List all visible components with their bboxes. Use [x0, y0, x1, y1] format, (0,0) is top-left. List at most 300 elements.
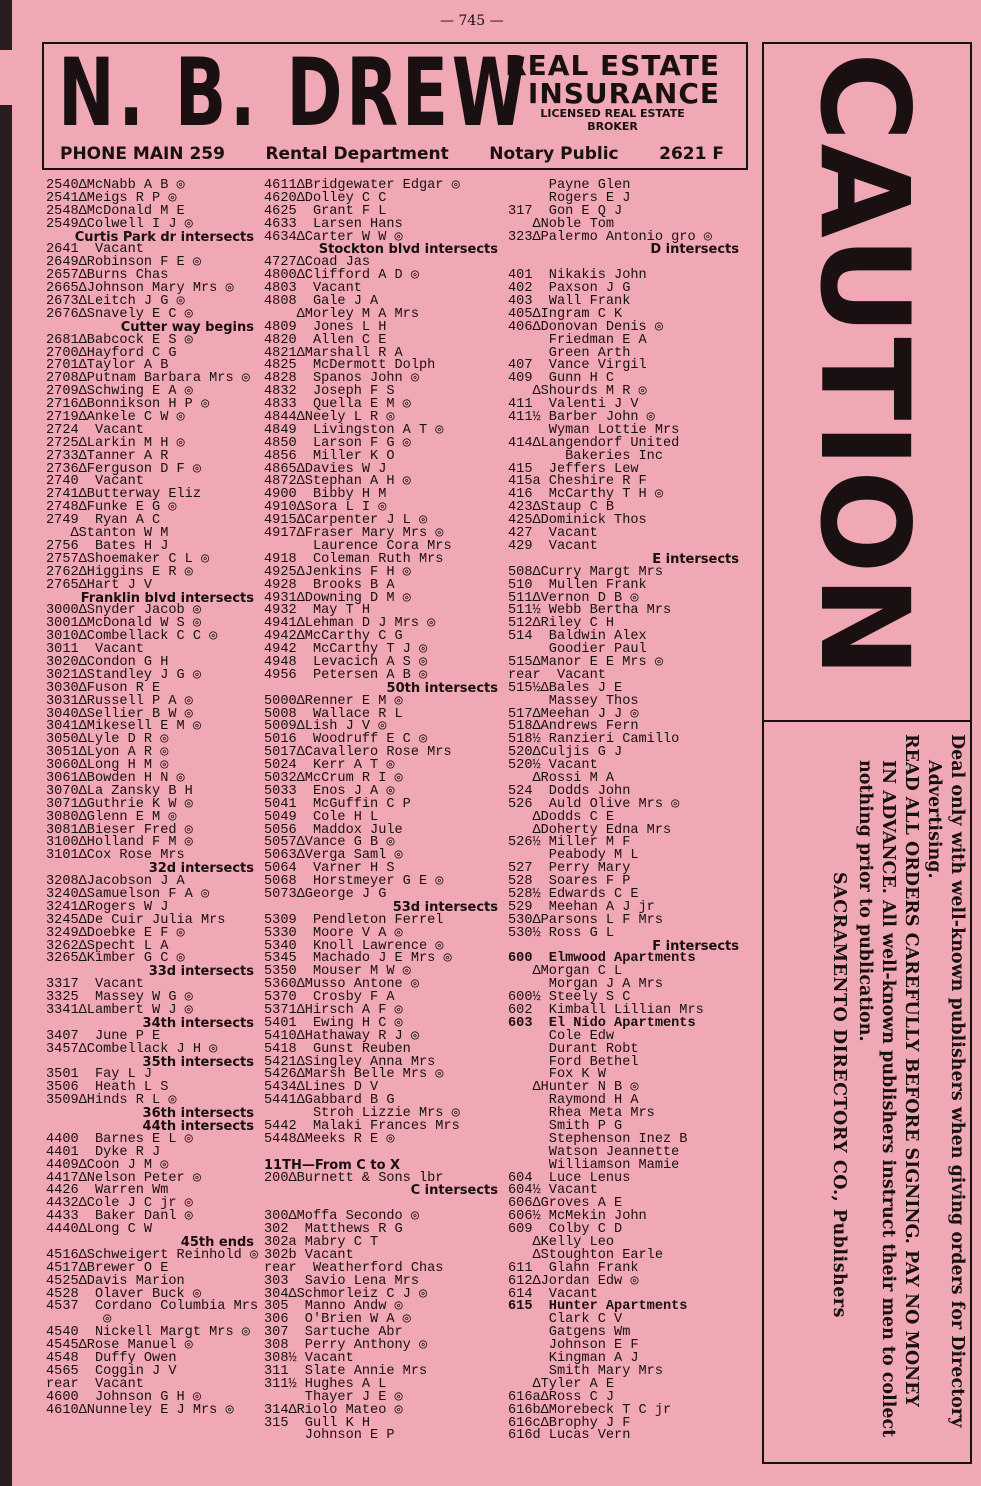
directory-entry: 5421ΔSingley Anna Mrs: [264, 1054, 436, 1070]
directory-entry: Fox K W: [508, 1067, 606, 1083]
directory-entry: 401 Nikakis John: [508, 268, 647, 284]
directory-entry: 602 Kimball Lillian Mrs: [508, 1003, 704, 1018]
directory-entry: 510 Mullen Frank: [508, 577, 647, 593]
directory-entry: Peabody M L: [508, 848, 639, 864]
directory-entry: 614 Vacant: [508, 1286, 598, 1302]
directory-entry: 4625 Grant F L: [264, 203, 387, 219]
directory-entry: 520ΔCuljis G J: [508, 745, 623, 761]
directory-entry: 616d Lucas Vern: [508, 1428, 631, 1444]
directory-entry: 3249ΔDoebke E F ◎: [46, 925, 185, 941]
directory-entry: ΔStanton W M: [46, 526, 169, 542]
directory-entry: 300ΔMoffa Secondo ◎: [264, 1209, 420, 1225]
directory-entry: 4545ΔRose Manuel ◎: [46, 1338, 193, 1354]
directory-entry: 4941ΔLehman D J Mrs ◎: [264, 616, 436, 632]
directory-entry: 4828 Spanos John ◎: [264, 371, 420, 387]
directory-entry: 402 Paxson J G: [508, 281, 631, 297]
directory-column-2: [264, 180, 498, 1443]
directory-entry: 2708ΔPutnam Barbara Mrs ◎: [46, 371, 250, 387]
directory-entry: 3509ΔHinds R L ◎: [46, 1093, 177, 1109]
directory-entry: 508ΔCurry Margt Mrs: [508, 564, 663, 580]
directory-entry: 3070ΔLa Zansky B H: [46, 783, 193, 799]
directory-entry: 512ΔRiley C H: [508, 616, 615, 632]
directory-entry: 4548 Duffy Owen: [46, 1351, 177, 1367]
directory-entry: 2749 Ryan A C: [46, 513, 161, 529]
directory-entry: 406ΔDonovan Denis ◎: [508, 319, 664, 335]
directory-entry: 530½ Ross G L: [508, 925, 615, 941]
street-intersection-heading: 50th intersects: [386, 680, 498, 696]
directory-entry: 3101ΔCox Rose Mrs: [46, 848, 185, 864]
directory-entry: 526 Auld Olive Mrs ◎: [508, 796, 680, 812]
street-intersection-heading: 34th intersects: [142, 1015, 254, 1031]
service-insurance: INSURANCE: [527, 77, 720, 110]
binding-spine: [0, 0, 12, 1486]
street-intersection-heading: Franklin blvd intersects: [80, 590, 254, 606]
directory-entry: 5442 Malaki Frances Mrs: [264, 1119, 460, 1135]
street-intersection-heading: 44th intersects: [142, 1119, 254, 1135]
directory-entry: 2540ΔMcNabb A B ◎: [46, 178, 185, 193]
directory-entry: ΔMorgan C L: [508, 964, 623, 980]
address-text: 2621 F: [659, 144, 724, 164]
directory-entry: 4915ΔCarpenter J L ◎: [264, 513, 428, 529]
directory-entry: 2673ΔLeitch J G ◎: [46, 294, 185, 310]
caution-line: Advertising.: [924, 760, 944, 879]
directory-entry: 323ΔPalermo Antonio gro ◎: [508, 229, 712, 245]
directory-entry: 407 Vance Virgil: [508, 358, 647, 374]
directory-entry: 604 Luce Lenus: [508, 1170, 631, 1186]
directory-entry: 302b Vacant: [264, 1247, 354, 1263]
directory-entry: 414ΔLangendorf United: [508, 435, 680, 451]
directory-entry: 429 Vacant: [508, 538, 598, 554]
directory-entry: 304ΔSchmorleiz C J ◎: [264, 1286, 428, 1302]
caution-line: READ ALL ORDERS CAREFULLY BEFORE SIGNING. PAY NO MONEY: [901, 734, 921, 1407]
license-broker: BROKER: [587, 119, 638, 133]
directory-entry: 3317 Vacant: [46, 977, 144, 993]
directory-entry: 2725ΔLarkin M H ◎: [46, 435, 185, 451]
directory-entry: 3031ΔRussell P A ◎: [46, 693, 193, 709]
directory-entry: 518½ Ranzieri Camillo: [508, 732, 680, 748]
street-intersection-heading: 35th intersects: [142, 1054, 254, 1070]
caution-line: IN ADVANCE. All well-known publishers instruct their men to collect: [878, 760, 898, 1438]
directory-entry: 4833 Quella E M ◎: [264, 397, 411, 413]
phone-text: PHONE MAIN 259: [60, 144, 225, 164]
directory-entry: 5360ΔMusso Antone ◎: [264, 977, 420, 993]
directory-entry: 526½ Miller M F: [508, 835, 631, 851]
directory-entry: 2657ΔBurns Chas: [46, 268, 169, 284]
directory-entry: 200ΔBurnett & Sons lbr: [264, 1170, 444, 1186]
directory-entry: 416 McCarthy T H ◎: [508, 487, 664, 503]
caution-line: nothing prior to publication.: [855, 760, 875, 1042]
directory-entry: 528½ Edwards C E: [508, 886, 639, 902]
directory-entry: 306 O'Brien W A ◎: [264, 1312, 411, 1328]
street-intersection-heading: 45th ends: [180, 1235, 254, 1251]
directory-entry: 415 Jeffers Lew: [508, 461, 639, 477]
directory-entry: 411 Valenti J V: [508, 397, 639, 413]
directory-entry: ΔDodds C E: [508, 809, 615, 825]
directory-entry: 604½ Vacant: [508, 1183, 598, 1199]
directory-entry: Bakeries Inc: [508, 448, 663, 464]
directory-entry: 3080ΔGlenn E M ◎: [46, 809, 177, 825]
directory-entry: 3325 Massey W G ◎: [46, 990, 193, 1006]
directory-entry: rear Weatherford Chas: [264, 1260, 444, 1276]
directory-entry: 2741ΔButterway Eliz: [46, 487, 201, 503]
directory-entry: 530ΔParsons L F Mrs: [508, 912, 663, 928]
directory-entry: 517ΔMeehan J J ◎: [508, 706, 639, 722]
directory-entry: 3060ΔLong H M ◎: [46, 758, 169, 774]
directory-entry: Williamson Mamie: [508, 1157, 680, 1173]
directory-entry: Thayer J E ◎: [264, 1389, 403, 1405]
directory-entry: 2736ΔFerguson D F ◎: [46, 461, 202, 477]
caution-publisher: SACRAMENTO DIRECTORY CO., Publishers: [829, 872, 849, 1318]
directory-entry: 3020ΔCondon G H: [46, 654, 169, 670]
directory-entry: 4440ΔLong C W: [46, 1222, 153, 1238]
directory-entry: ΔStoughton Earle: [508, 1247, 663, 1263]
directory-entry: 4600 Johnson G H ◎: [46, 1389, 202, 1405]
directory-entry: rear Vacant: [508, 667, 606, 683]
directory-entry: 5418 Gunst Reuben: [264, 1041, 411, 1057]
edge-mark: o: [2, 372, 9, 383]
directory-entry: rear Vacant: [46, 1376, 144, 1392]
directory-entry: Cole Edw: [508, 1028, 615, 1044]
advertiser-name: N. B. DREW: [58, 39, 530, 148]
directory-entry: 600½ Steely S C: [508, 990, 631, 1006]
directory-entry: 4409ΔCoon J M ◎: [46, 1157, 169, 1173]
directory-entry: 5410ΔHathaway R J ◎: [264, 1028, 420, 1044]
directory-entry: 2541ΔMeigs R P ◎: [46, 190, 177, 206]
directory-entry: 600 Elmwood Apartments: [508, 951, 696, 967]
binding-gap: [0, 50, 18, 105]
directory-entry: 2733ΔTanner A R: [46, 448, 169, 464]
directory-entry: 527 Perry Mary: [508, 861, 631, 877]
directory-entry: 2748ΔFunke E G ◎: [46, 500, 177, 516]
directory-entry: 3100ΔHolland F M ◎: [46, 835, 193, 851]
directory-entry: 4820 Allen C E: [264, 332, 387, 348]
street-intersection-heading: Curtis Park dr intersects: [74, 229, 254, 245]
directory-entry: 317 Gon E Q J: [508, 203, 623, 219]
directory-entry: 2762ΔHiggins E R ◎: [46, 564, 193, 580]
directory-entry: ΔRossi M A: [508, 770, 615, 786]
directory-entry: 403 Wall Frank: [508, 294, 631, 310]
service-real-estate: REAL ESTATE: [505, 49, 720, 82]
directory-entry: 308 Perry Anthony ◎: [264, 1338, 428, 1354]
directory-entry: ΔDoherty Edna Mrs: [508, 822, 672, 838]
directory-entry: 4800ΔClifford A D ◎: [264, 268, 420, 284]
directory-entry: 315 Gull K H: [264, 1415, 371, 1431]
directory-entry: 5017ΔCavallero Rose Mrs: [264, 745, 452, 761]
directory-entry: 5016 Woodruff E C ◎: [264, 732, 428, 748]
caution-notice: [762, 42, 972, 1464]
rental-text: Rental Department: [265, 144, 449, 164]
notary-text: Notary Public: [489, 144, 619, 164]
directory-entry: 5345 Machado J E Mrs ◎: [264, 951, 452, 967]
directory-entry: 511½ Webb Bertha Mrs: [508, 603, 672, 619]
directory-entry: 3241ΔRogers W J: [46, 899, 169, 915]
directory-entry: 2700ΔHayford C G: [46, 345, 177, 361]
street-intersection-heading: 32d intersects: [148, 861, 254, 877]
directory-entry: ΔTyler A E: [508, 1376, 615, 1392]
directory-entry: 2757ΔShoemaker C L ◎: [46, 551, 210, 567]
directory-entry: 529 Meehan A J jr: [508, 899, 655, 915]
directory-entry: 5064 Varner H S: [264, 861, 395, 877]
directory-entry: 4565 Coggin J V: [46, 1363, 177, 1379]
directory-entry: 3081ΔBieser Fred ◎: [46, 822, 193, 838]
directory-entry: 5350 Mouser M W ◎: [264, 964, 411, 980]
directory-entry: ΔHunter N B ◎: [508, 1080, 639, 1096]
directory-entry: 302a Mabry C T: [264, 1235, 379, 1251]
street-intersection-heading: E intersects: [652, 551, 739, 567]
directory-entry: 4400 Barnes E L ◎: [46, 1131, 193, 1147]
directory-entry: 3061ΔBowden H N ◎: [46, 770, 185, 786]
directory-entry: ΔMorley M A Mrs: [264, 306, 419, 322]
directory-entry: Clark C V: [508, 1312, 623, 1328]
directory-entry: 5434ΔLines D V: [264, 1080, 379, 1096]
directory-entry: Payne Glen: [508, 178, 631, 193]
directory-entry: 518ΔAndrews Fern: [508, 719, 639, 735]
directory-entry: ΔNoble Tom: [508, 216, 615, 232]
directory-entry: 4942ΔMcCarthy C G: [264, 629, 403, 645]
directory-entry: 3071ΔGuthrie K W ◎: [46, 796, 193, 812]
directory-entry: 4918 Coleman Ruth Mrs: [264, 551, 444, 567]
street-intersection-heading: F intersects: [652, 938, 739, 954]
directory-entry: Wyman Lottie Mrs: [508, 422, 680, 438]
directory-entry: 311 Slate Annie Mrs: [264, 1363, 428, 1379]
directory-entry: 4517ΔBrewer O E: [46, 1260, 169, 1276]
directory-entry: 307 Sartuche Abr: [264, 1325, 403, 1341]
directory-entry: 4611ΔBridgewater Edgar ◎: [264, 178, 460, 193]
directory-entry: 5024 Kerr A T ◎: [264, 758, 395, 774]
directory-entry: 4540 Nickell Margt Mrs ◎: [46, 1325, 250, 1341]
directory-entry: Goodier Paul: [508, 642, 647, 658]
directory-entry: 5309 Pendleton Ferrel: [264, 912, 444, 928]
directory-entry: 3457ΔCombellack J H ◎: [46, 1041, 218, 1057]
directory-entry: 612ΔJordan Edw ◎: [508, 1273, 639, 1289]
directory-entry: 3041ΔMikesell E M ◎: [46, 719, 202, 735]
caution-title: CAUTION: [793, 52, 935, 680]
directory-entry: 606ΔGroves A E: [508, 1196, 623, 1212]
directory-entry: 2716ΔBonnikson H P ◎: [46, 397, 210, 413]
directory-entry: 3051ΔLyon A R ◎: [46, 745, 169, 761]
street-intersection-heading: C intersects: [410, 1183, 498, 1199]
directory-entry: 3040ΔSellier B W ◎: [46, 706, 193, 722]
directory-entry: 5057ΔVance G B ◎: [264, 835, 395, 851]
directory-entry: 2549ΔColwell I J ◎: [46, 216, 193, 232]
directory-entry: 4417ΔNelson Peter ◎: [46, 1170, 202, 1186]
caution-line: Deal only with well-known publishers when giving orders for Directory: [947, 734, 967, 1428]
street-intersection-heading: 36th intersects: [142, 1106, 254, 1122]
directory-entry: Ford Bethel: [508, 1054, 639, 1070]
directory-entry: 528 Soares F P: [508, 874, 631, 890]
license-line: LICENSED REAL ESTATE: [540, 107, 685, 120]
directory-entry: Johnson E P: [264, 1428, 395, 1444]
directory-entry: 4426 Warren Wm: [46, 1183, 169, 1199]
directory-entry: 4803 Vacant: [264, 281, 362, 297]
directory-entry: 3011 Vacant: [46, 642, 144, 658]
directory-entry: 4537 Cordano Columbia Mrs: [46, 1299, 259, 1315]
directory-entry: 3506 Heath L S: [46, 1080, 169, 1096]
directory-entry: 2756 Bates H J: [46, 538, 169, 554]
directory-entry: 4849 Livingston A T ◎: [264, 422, 444, 438]
directory-entry: 2649ΔRobinson F E ◎: [46, 255, 202, 271]
directory-entry: 3341ΔLambert W J ◎: [46, 1003, 193, 1018]
directory-entry: 2724 Vacant: [46, 422, 144, 438]
directory-entry: Massey Thos: [508, 693, 639, 709]
directory-entry: 4928 Brooks B A: [264, 577, 395, 593]
directory-entry: 4844ΔNeely L R ◎: [264, 410, 395, 426]
directory-entry: 5448ΔMeeks R E ◎: [264, 1131, 395, 1147]
directory-entry: 2709ΔSchwing E A ◎: [46, 384, 193, 400]
directory-entry: 4917ΔFraser Mary Mrs ◎: [264, 526, 444, 542]
directory-entry: 4865ΔDavies W J: [264, 461, 387, 477]
directory-entry: 2740 Vacant: [46, 474, 144, 490]
directory-entry: 5441ΔGabbard B G: [264, 1093, 395, 1109]
edge-mark: s: [2, 258, 8, 269]
directory-entry: 4832 Joseph F S: [264, 384, 395, 400]
directory-entry: 514 Baldwin Alex: [508, 629, 647, 645]
directory-entry: 3001ΔMcDonald W S ◎: [46, 616, 202, 632]
street-intersection-heading: Cutter way begins: [120, 319, 254, 335]
directory-entry: 411½ Barber John ◎: [508, 410, 655, 426]
directory-entry: 5401 Ewing H C ◎: [264, 1015, 403, 1031]
directory-entry: 4633 Larsen Hans: [264, 216, 403, 232]
directory-entry: 5063ΔVerga Saml ◎: [264, 848, 403, 864]
directory-entry: 2641 Vacant: [46, 242, 144, 258]
directory-entry: ◎: [46, 1312, 112, 1328]
directory-entry: 4610ΔNunneley E J Mrs ◎: [46, 1402, 234, 1418]
caution-message: [764, 730, 970, 1460]
directory-entry: 4850 Larson F G ◎: [264, 435, 411, 451]
directory-entry: Gatgens Wm: [508, 1325, 631, 1341]
directory-entry: 4525ΔDavis Marion: [46, 1273, 185, 1289]
directory-entry: 2665ΔJohnson Mary Mrs ◎: [46, 281, 234, 297]
directory-entry: 611 Glahn Frank: [508, 1260, 639, 1276]
page-number: — 745 —: [440, 13, 504, 29]
directory-column-3: [508, 180, 739, 1443]
directory-entry: 4432ΔCole J C jr ◎: [46, 1196, 193, 1212]
directory-entry: 4900 Bibby H M: [264, 487, 387, 503]
directory-entry: 427 Vacant: [508, 526, 598, 542]
directory-entry: 5032ΔMcCrum R I ◎: [264, 770, 403, 786]
directory-entry: 4942 McCarthy T J ◎: [264, 642, 428, 658]
directory-entry: 4809 Jones L H: [264, 319, 387, 335]
directory-entry: Watson Jeannette: [508, 1144, 680, 1160]
directory-entry: 511ΔVernon D B ◎: [508, 590, 639, 606]
directory-entry: 314ΔRiolo Mateo ◎: [264, 1402, 403, 1418]
directory-entry: 3407 June P E: [46, 1028, 161, 1044]
directory-entry: 5008 Wallace R L: [264, 706, 403, 722]
directory-entry: 3010ΔCombellack C C ◎: [46, 629, 218, 645]
directory-entry: 405ΔIngram C K: [508, 306, 623, 322]
directory-entry: 4925ΔJenkins F H ◎: [264, 564, 411, 580]
directory-entry: Smith Mary Mrs: [508, 1363, 663, 1379]
directory-entry: 5033 Enos J A ◎: [264, 783, 395, 799]
directory-entry: 2681ΔBabcock E S ◎: [46, 332, 193, 348]
directory-entry: 409 Gunn H C: [508, 371, 615, 387]
directory-column-1: [46, 178, 259, 1418]
street-intersection-heading: 11TH—From C to X: [264, 1157, 401, 1173]
directory-entry: 5330 Moore V A ◎: [264, 925, 403, 941]
directory-entry: 4516ΔSchweigert Reinhold ◎: [46, 1247, 259, 1263]
directory-entry: 5073ΔGeorge J G: [264, 886, 387, 902]
directory-entry: 4910ΔSora L I ◎: [264, 500, 387, 516]
directory-entry: 5000ΔRenner E M ◎: [264, 693, 403, 709]
directory-entry: 616aΔRoss C J: [508, 1389, 615, 1405]
directory-entry: 5340 Knoll Lawrence ◎: [264, 938, 444, 954]
directory-entry: Durant Robt: [508, 1041, 639, 1057]
directory-entry: 515½ΔBales J E: [508, 680, 623, 696]
directory-entry: 3245ΔDe Cuir Julia Mrs: [46, 912, 226, 928]
directory-entry: 3501 Fay L J: [46, 1067, 153, 1083]
advertiser-contact-row: [60, 144, 724, 164]
directory-entry: 609 Colby C D: [508, 1222, 623, 1238]
directory-entry: 4948 Levacich A S ◎: [264, 654, 428, 670]
street-intersection-heading: 33d intersects: [148, 964, 254, 980]
advertisement-banner: [42, 39, 748, 170]
directory-entry: 4401 Dyke R J: [46, 1144, 161, 1160]
directory-entry: Rhea Meta Mrs: [508, 1106, 655, 1122]
directory-entry: Friedman E A: [508, 332, 647, 348]
street-intersection-heading: D intersects: [650, 242, 739, 258]
edge-mark: s: [2, 275, 8, 286]
directory-entry: 3021ΔStandley J G ◎: [46, 667, 202, 683]
caution-divider: [764, 720, 970, 722]
directory-entry: Laurence Cora Mrs: [264, 538, 452, 554]
directory-entry: ΔShourds M R ◎: [508, 384, 647, 400]
directory-entry: 5370 Crosby F A: [264, 990, 395, 1006]
directory-entry: 4872ΔStephan A H ◎: [264, 474, 411, 490]
directory-entry: 3030ΔFuson R E: [46, 680, 161, 696]
advertiser-services: [505, 49, 720, 133]
directory-entry: 5426ΔMarsh Belle Mrs ◎: [264, 1067, 444, 1083]
directory-entry: 616cΔBrophy J F: [508, 1415, 631, 1431]
edge-mark: s: [2, 302, 8, 313]
directory-entry: 4821ΔMarshall R A: [264, 345, 403, 361]
directory-entry: 520½ Vacant: [508, 758, 598, 774]
directory-entry: 311½ Hughes A L: [264, 1376, 387, 1392]
directory-entry: Stephenson Inez B: [508, 1131, 688, 1147]
directory-entry: 3240ΔSamuelson F A ◎: [46, 886, 210, 902]
directory-entry: 5068 Horstmeyer G E ◎: [264, 874, 444, 890]
directory-entry: Raymond H A: [508, 1093, 639, 1109]
directory-entry: 4433 Baker Danl ◎: [46, 1209, 193, 1225]
directory-entry: 2676ΔSnavely E C ◎: [46, 306, 193, 322]
directory-entry: Rogers E J: [508, 190, 631, 206]
directory-entry: 425ΔDominick Thos: [508, 513, 647, 529]
directory-entry: Morgan J A Mrs: [508, 977, 663, 993]
directory-entry: 2548ΔMcDonald M E: [46, 203, 185, 219]
directory-entry: 4808 Gale J A: [264, 294, 379, 310]
directory-entry: ΔKelly Leo: [508, 1235, 615, 1251]
directory-entry: 5009ΔLish J V ◎: [264, 719, 387, 735]
directory-entry: 4620ΔDolley C C: [264, 190, 387, 206]
directory-entry: Green Arth: [508, 345, 631, 361]
directory-entry: Johnson E F: [508, 1338, 639, 1354]
street-intersection-heading: Stockton blvd intersects: [318, 242, 498, 258]
directory-entry: 415a Cheshire R F: [508, 474, 647, 490]
directory-entry: 4634ΔCarter W W ◎: [264, 229, 403, 245]
directory-entry: 308½ Vacant: [264, 1351, 354, 1367]
directory-entry: 3265ΔKimber G C ◎: [46, 951, 185, 967]
street-intersection-heading: 53d intersects: [392, 899, 498, 915]
directory-entry: 5041 McGuffin C P: [264, 796, 411, 812]
directory-entry: 3000ΔSnyder Jacob ◎: [46, 603, 202, 619]
directory-entry: Smith P G: [508, 1119, 623, 1135]
directory-entry: 302 Matthews R G: [264, 1222, 403, 1238]
directory-entry: 606½ McMekin John: [508, 1209, 647, 1225]
directory-entry: 4528 Olaver Buck ◎: [46, 1286, 202, 1302]
directory-entry: 5371ΔHirsch A F ◎: [264, 1003, 403, 1018]
directory-entry: 305 Manno Andw ◎: [264, 1299, 403, 1315]
directory-entry: 3208ΔJacobson J A: [46, 874, 185, 890]
directory-entry: 4931ΔDowning D M ◎: [264, 590, 411, 606]
